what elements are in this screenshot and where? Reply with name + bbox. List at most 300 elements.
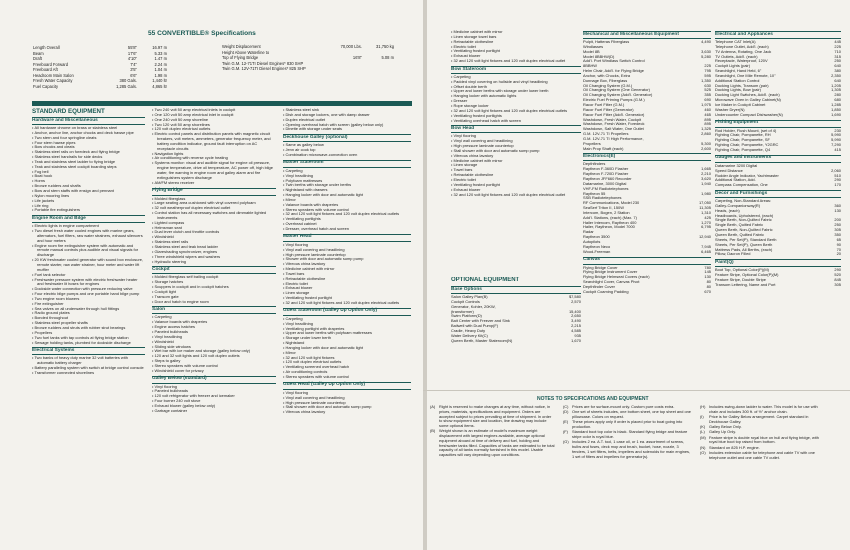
option-price: 3,620 — [701, 176, 711, 181]
option-price: 290 — [834, 177, 841, 183]
option-name: Telephone CAT Inlet(A) — [715, 40, 756, 45]
equipment-item: • Overhead cabinet — [283, 222, 411, 227]
note-text: These prices apply only if order is placed prior to boat going into production. — [572, 419, 683, 429]
equipment-item: • Stainless steel rails on foredeck and flying bridge — [32, 150, 145, 155]
option-name: Docking Light Switches, Add'l. (each) — [715, 93, 780, 98]
option-price: 2,600 — [701, 145, 711, 151]
equipment-item: • Shower with door and automatic sump pump — [283, 257, 411, 262]
option-name: Microwave Oven in Galley Cabinet(N) — [715, 98, 781, 103]
equipment-item: • Hanging locker with door and automatic light — [283, 346, 411, 351]
dimension-label: Headroom Main Salon — [33, 72, 74, 78]
option-name: Depthfinder Cover — [583, 284, 615, 289]
option-price: 11,305 — [699, 205, 711, 211]
option-name: Electric Fuel Priming Pumps (G.M.) — [583, 98, 645, 103]
equipment-item: • Transom gate — [152, 295, 276, 300]
equipment-item: • Stainless steel propeller shafts — [32, 321, 145, 326]
equipment-item: • Hydraulic steering — [152, 260, 276, 265]
spec-imperial — [322, 66, 362, 72]
equipment-item: • Bronze rudders and shafts — [32, 184, 145, 189]
equipment-item: • Vinyl wall covering and headlining — [283, 396, 411, 401]
spec-metric: 31,750 kg — [376, 44, 394, 49]
option-name: Raytheon 55 — [583, 191, 606, 196]
option-price: 305 — [834, 227, 841, 233]
equipment-item: • Electric lights in engine compartment — [32, 224, 145, 229]
option-price: 935 — [574, 332, 581, 338]
option-price: 360 — [834, 202, 841, 208]
option-price: 5,280 — [701, 53, 711, 59]
equipment-item: • 120 and 32 volt lights and 120 volt duplex outlets — [152, 354, 276, 359]
equipment-item: • Carpeting — [283, 317, 411, 322]
note-text: Price is for Galley Below arrangement. Carpet standard in Deckhouse Galley. — [709, 414, 809, 424]
option-price: 305 — [834, 281, 841, 287]
option-name: Compass Compensation, One — [715, 183, 768, 188]
standard-equipment-title: STANDARD EQUIPMENT — [32, 108, 105, 115]
section-heading: Salon — [152, 306, 276, 314]
option-price: 595 — [704, 72, 711, 78]
option-price: 170 — [834, 182, 841, 188]
option-price: 1,940 — [701, 180, 711, 186]
option-price: 1,670 — [571, 337, 581, 343]
dimension-label: Beam — [33, 50, 44, 56]
equipment-item: • 120 volt duplex electrical outlets — [152, 127, 276, 132]
electrical-column — [715, 29, 841, 387]
equipment-item: • 32 volt weatherproof duplex electrical outlet — [152, 206, 276, 211]
option-price: 17,050 — [698, 200, 711, 206]
equipment-item: • Anchor, anchor line, anchor chocks and deck hawse pipe — [32, 131, 145, 136]
option-price: 7,945 — [701, 243, 711, 249]
equipment-item: • Four stern hawse pipes — [32, 141, 145, 146]
equipment-item: • Mirror — [283, 351, 411, 356]
option-price: 2,350 — [831, 72, 841, 78]
page-title: 55 CONVERTIBLE® Specifications — [148, 30, 256, 37]
option-price: 225 — [834, 43, 841, 49]
spec-row — [222, 66, 394, 72]
equipment-item: • Ventilating screened overhead hatch — [283, 365, 411, 370]
equipment-item: • Medicine cabinet with mirror — [451, 30, 581, 35]
dimension-row — [33, 84, 167, 90]
note-item — [700, 451, 828, 461]
option-name: Model 8BBHW(D) — [583, 54, 615, 59]
option-price: 465 — [704, 111, 711, 117]
equipment-item: • Towel bars — [283, 272, 411, 277]
note-text: Galley Below Only. — [709, 424, 742, 429]
section-heading: Guest Head (Galley Up Option Only) — [283, 382, 411, 390]
option-price: 280 — [834, 92, 841, 98]
option-name: Additional Station, Add. — [715, 178, 756, 183]
equipment-item: • Bonded throughout — [32, 316, 145, 321]
option-price: 680 — [834, 97, 841, 103]
equipment-item: • Nightstand with drawers — [283, 188, 411, 193]
bow-column — [451, 30, 581, 260]
option-name: Boot Top, Optional Color(P)(M) — [715, 268, 769, 273]
equipment-item: • Linen storage towel bars — [451, 35, 581, 40]
option-price: 795 — [704, 68, 711, 74]
option-name: Speed Distance — [715, 168, 743, 173]
section-heading: Flying Bridge — [152, 188, 276, 196]
dimension-label: Fresh Water Capacity — [33, 78, 73, 83]
option-name: Single Berth, Quilted Fabric — [715, 223, 764, 228]
note-key: (G) — [563, 439, 569, 445]
option-name: Sheets, Per Set(P), Standard Berth — [715, 237, 777, 242]
equipment-item: • Four burner 240 volt stove — [152, 399, 276, 404]
equipment-item: • Electric toilet — [451, 178, 581, 183]
option-row — [715, 283, 841, 288]
equipment-item: • Towel bars — [451, 168, 581, 173]
equipment-item: • Fuel tank selector — [32, 273, 145, 278]
equipment-item: • Four electric bilge pumps and one portable hand bilge pump — [32, 292, 145, 297]
option-price: 1,325 — [701, 126, 711, 132]
option-name: Carpeting, Non-Standard Areas: — [715, 199, 772, 204]
note-item — [430, 429, 555, 458]
weight-engine-table — [222, 44, 394, 72]
note-key: (O) — [700, 449, 706, 455]
option-name: Datamarine 3200 Digital — [715, 163, 758, 168]
equipment-item: • Vinyl headlining — [152, 335, 276, 340]
equipment-item: • Carpeting — [451, 75, 581, 80]
equipment-item: • Bronze rudders and struts with rubber strut bearings — [32, 326, 145, 331]
option-price: 895 — [704, 121, 711, 127]
note-key: (M) — [700, 434, 706, 440]
equipment-item: • 32 and 120 volt light fixtures and 120 volt duplex electrical outlet — [451, 193, 581, 198]
equipment-item: • 32 and 120 volt light fixtures and 120 volt duplex electrical outlets — [283, 301, 411, 306]
option-price: 80 — [706, 283, 711, 289]
option-price: 1,270 — [701, 219, 711, 225]
equipment-item: • Stereo speakers with volume control — [283, 208, 411, 213]
option-price: 640 — [834, 63, 841, 69]
equipment-item: • Dresser — [451, 99, 581, 104]
equipment-item: • Battery paralleling system with switch at bridge control console — [32, 366, 145, 371]
equipment-item: • Large seating area cushioned with vinyl covered polyfoam — [152, 201, 276, 206]
section-heading: Galley Below (standard) — [152, 376, 276, 384]
equipment-item: • Ventilating portlight with draperies — [283, 327, 411, 332]
equipment-item: • Windshield cover for privacy — [152, 369, 276, 374]
option-name: Flying Bridge Helmseat Covers (each) — [583, 275, 650, 280]
option-price: 290 — [834, 267, 841, 273]
equipment-item: • Ventilating frosted portlight — [451, 49, 581, 54]
option-price: 415 — [834, 146, 841, 152]
section-heading: Deckhouse Galley (optional) — [283, 134, 411, 142]
equipment-item: • Garbage container — [152, 409, 276, 414]
option-name: Washdown, Salt Water, One Outlet — [583, 127, 644, 132]
equipment-item: • Storage under lower berth — [283, 336, 411, 341]
note-key: (N) — [700, 444, 706, 450]
section-heading: Hardware and Miscellaneous — [32, 117, 145, 125]
option-price: 1,285 — [831, 102, 841, 107]
option-name: Datamarine, 3000 Digital — [583, 181, 627, 186]
equipment-item: • Teak and stainless steel cockpit boarding steps — [32, 165, 145, 170]
equipment-item: • Carpeting — [152, 315, 276, 320]
equipment-item: • Two fuel tanks with tap controls at flying bridge station — [32, 336, 145, 341]
section-heading: Base Options — [451, 286, 581, 294]
option-name: Searchlight, Hand Held, 6" — [715, 69, 762, 74]
equipment-item: • Horns — [32, 179, 145, 184]
note-text: Weight shown is an estimate of model's maximum weight displacement with largest engines available, average optional equipment aboard at time of delivery and fuel, holding and freshwater tanks filled. Capacities of tanks are estimated to be total capacity of all tanks normally furnished in this model. Usable capacities will vary depending upon conditions. — [439, 428, 555, 457]
spec-label: Twin G.M. 12V-71TI Diesel Engines* 825 SHP — [222, 66, 306, 71]
equipment-item: • Paneled bulkheads — [152, 389, 276, 394]
equipment-item: • Vitreous china lavatory — [283, 410, 411, 415]
option-name: Salon Galley Plan(B) — [451, 295, 488, 300]
dimension-metric: 1.47 m — [154, 56, 167, 61]
equipment-item: • Cockpit light — [152, 290, 276, 295]
note-key: (D) — [563, 409, 569, 415]
equipment-item: • Door and hatch to engine room — [152, 300, 276, 305]
equipment-item: • Dockside water connection with pressure reducing valve — [32, 287, 145, 292]
option-price: 2,570 — [571, 298, 581, 304]
option-price: 895 — [704, 116, 711, 122]
dimension-imperial: 380 Gals. — [119, 78, 137, 83]
equipment-item: • High pressure laminate countertop — [283, 401, 411, 406]
equipment-item: • High pressure laminate countertop — [451, 144, 581, 149]
option-name: Receptacle, Waterproof, 120V — [715, 59, 768, 64]
option-price: 4,490 — [701, 39, 711, 45]
option-name: 8BBHW — [583, 64, 598, 69]
option-name: Sheets, Per Set(P), Queen Berth — [715, 242, 773, 247]
section-heading: Bow Stateroom — [451, 66, 581, 74]
dimension-imperial: 7'4" — [130, 61, 137, 67]
equipment-item: • Duplex electrical outlet — [283, 118, 411, 123]
spec-label: Twin G.M. 12-71TI Diesel Engines* 830 SHP — [222, 60, 304, 66]
equipment-item: • Storage hatches — [152, 280, 276, 285]
equipment-item: • Medicine cabinet with mirror — [451, 159, 581, 164]
option-name: Washer Dryer(N) — [715, 107, 745, 112]
option-name: Windlasses — [583, 44, 604, 49]
option-price: 5,990 — [831, 132, 841, 138]
equipment-item: • Two diesel fresh water cooled engines with marine gears, alternators, fuel filters, raw water strainers, exhaust silencers and hour meters — [32, 229, 145, 244]
option-name: Fighting Chair, Pompanette, RH — [715, 133, 771, 138]
equipment-item: • Three windshield wipers and washers — [152, 255, 276, 260]
dimensions-table — [33, 45, 167, 89]
note-key: (I) — [700, 414, 704, 419]
option-name: Single Berth, Non-Quilted Fabric — [715, 218, 772, 223]
equipment-item: • Offset double berth — [451, 85, 581, 90]
option-price: 20 — [836, 251, 841, 257]
dimension-metric: 5.33 m — [154, 50, 167, 56]
note-text: One set of sheets includes, one bottom sheet, one top sheet and one pillowcase. Colors on request. — [572, 409, 691, 419]
equipment-item: • Upper and lower berths with polyfoam mattresses — [283, 331, 411, 336]
equipment-item: • Bow chocks and cleats — [32, 145, 145, 150]
equipment-item: • Air conditioning controls — [283, 370, 411, 375]
spec-label: Top of Flying Bridge — [222, 55, 259, 60]
equipment-item: • Boat hook — [32, 174, 145, 179]
equipment-item: • Systems monitor: visual and audible signal for engine oil pressure, engine temperature, drive oil temperature, AC power off, high bilge water, fire warning in engine room and galley alarm and fire extinguishers system discharge — [152, 161, 276, 180]
option-name: Racor Fuel Filter (Add'l. Generator) — [583, 112, 645, 117]
equipment-item: • Fire extinguisher — [32, 302, 145, 307]
dimension-label: Length Overall — [33, 45, 60, 50]
option-name: Bailwell with Dual Pump(F) — [451, 324, 499, 329]
section-heading: Bow Head — [451, 125, 581, 133]
option-price: 1,690 — [831, 111, 841, 117]
equipment-item: • Valance boards with draperies — [152, 320, 276, 325]
equipment-item: • Jenn air cook top — [283, 148, 411, 153]
option-name: Cradle, Heavy Duty — [451, 328, 486, 333]
equipment-item: • Stereo speakers with volume control — [283, 375, 411, 380]
equipment-item: • Vinyl wall covering and headlining — [283, 248, 411, 253]
option-name: Helm Chair, Add'l. for Flying Bridge — [583, 69, 644, 74]
option-name: VHF-FM Radiotelephones — [583, 186, 629, 191]
option-name: Raytheon F-720D Flasher — [583, 172, 629, 177]
equipment-item: • Padded vinyl covering on hullside and vinyl headlining — [451, 80, 581, 85]
equipment-item: • One 240 volt 50 amp shoreline — [152, 118, 276, 123]
section-heading: Cockpit — [152, 266, 276, 274]
dimension-imperial: 6'6" — [130, 72, 137, 78]
notes-column-2 — [563, 405, 693, 545]
option-name: Oil Changing System (One Generator) — [583, 88, 650, 93]
option-price: 6,465 — [701, 248, 711, 254]
equipment-item: • Teak and stainless steel ladder to flying bridge — [32, 160, 145, 165]
option-price: 5,300 — [701, 140, 711, 146]
option-name: Queen Berth, Quilted Fabric — [715, 232, 765, 237]
option-price: 1,310 — [701, 209, 711, 215]
equipment-item: • Exhaust blower — [283, 286, 411, 291]
equipment-item: • Navigation lights — [152, 152, 276, 157]
equipment-item: • Retractable clothesline — [451, 173, 581, 178]
note-text: Includes swing-down ladder to water. This model is for use with chain and includes 300 ft. of ½" anchor chain. — [709, 405, 818, 414]
option-price: 445 — [834, 39, 841, 45]
option-price: 130 — [834, 207, 841, 213]
option-price: 200 — [834, 217, 841, 223]
spec-metric: 5.08 m — [381, 55, 394, 60]
option-price: 80 — [706, 279, 711, 285]
equipment-item: • Stainless steel and teak bead ladder — [152, 245, 276, 250]
option-row — [583, 290, 711, 295]
standard-column-2 — [152, 108, 276, 548]
section-band — [32, 101, 412, 106]
option-name: Searchlight Cover, Canvas Pivot — [583, 280, 640, 285]
equipment-item: • Air conditioning with reverse cycle heating — [152, 156, 276, 161]
option-price: 4,585 — [571, 327, 581, 333]
option-name: Water Delivery Kit(C) — [451, 333, 488, 338]
equipment-item: • Two engine room blowers — [32, 297, 145, 302]
section-heading: Decor and Furnishings — [715, 190, 841, 198]
dimension-metric: 1,440 ltr — [152, 78, 167, 83]
section-heading: Guest Stateroom (Galley Up Option Only) — [283, 308, 411, 316]
note-key: (F) — [563, 429, 568, 435]
option-row — [715, 148, 841, 153]
equipment-item: • One 120 volt 50 amp electrical inlet in cockpit — [152, 113, 276, 118]
equipment-item: • Stereo speakers with volume control — [152, 364, 276, 369]
option-name: Feature Stripe, Optional Color(P)(M) — [715, 273, 779, 278]
equipment-item: • Linen storage — [283, 291, 411, 296]
equipment-item: • Exhaust blower — [451, 54, 581, 59]
option-price: 1,980 — [701, 190, 711, 196]
spec-imperial: 16'8" — [352, 55, 362, 60]
equipment-item: • Combination microwave-convection oven — [283, 153, 411, 158]
standard-column-3 — [283, 108, 411, 548]
option-name: Cockpit Controls — [451, 299, 480, 304]
option-price: 12,940 — [698, 234, 711, 240]
equipment-item: • Electric toilet — [283, 282, 411, 287]
option-name: Autopilots — [583, 239, 601, 244]
option-name: Oil Changing System (Add'l. Generator) — [583, 93, 653, 98]
option-price: 5,990 — [831, 137, 841, 143]
equipment-item: • Molded fiberglass self bailing cockpit — [152, 275, 276, 280]
equipment-item: • Mirror — [283, 198, 411, 203]
option-name: RF Communications, Model 230 — [583, 201, 640, 206]
option-price: 70 — [836, 246, 841, 252]
option-price: 690 — [704, 97, 711, 103]
option-price: 780 — [704, 264, 711, 270]
dimension-imperial: 1,285 Gals. — [116, 83, 137, 89]
section-heading: Mechanical and Miscellaneous Equipment — [583, 31, 711, 39]
option-price: 3,630 — [701, 48, 711, 54]
option-price: 630 — [704, 82, 711, 88]
option-name: Galley-Companionway(R) — [715, 203, 761, 208]
option-price: 1,350 — [701, 77, 711, 83]
option-name: Ice Maker in Cockpit Cabinet — [715, 103, 766, 107]
option-row — [583, 147, 711, 152]
optional-equipment-title: OPTIONAL EQUIPMENT — [451, 277, 520, 283]
option-price: 2,210 — [701, 171, 711, 177]
option-name: Washdown, Fresh Water, Cockpit — [583, 117, 642, 122]
equipment-item: • 20 KW freshwater cooled generator with sound box enclosure, remote starter, raw water strainer, hour meter and water lift muffler — [32, 258, 145, 273]
equipment-item: • Stainless steel sink — [283, 108, 411, 113]
dimension-metric: 2.24 m — [154, 61, 167, 67]
option-name: Cockpit Coaming Padding — [583, 289, 629, 294]
option-name: Hailer Intercom, Raytheon 400 — [583, 220, 637, 225]
left-page — [0, 0, 423, 550]
option-name: Pillow, Dacron Filled — [715, 252, 751, 257]
option-name: Washdown, Fresh Water, Foredeck — [583, 122, 645, 127]
notes-column-3 — [700, 405, 828, 545]
option-name: Main Prop Shaft (each) — [583, 146, 624, 151]
option-price: 525 — [704, 87, 711, 93]
option-name: Cockpit Lights (pair) — [715, 64, 751, 69]
section-heading: Electronics(E) — [583, 153, 711, 161]
option-name: Model 8B — [583, 49, 600, 54]
section-heading: Master Stateroom — [283, 160, 411, 168]
dimension-metric: 1.98 m — [154, 72, 167, 78]
equipment-item: • Lighted compass — [152, 221, 276, 226]
option-name: Add'l. Port Windlass Switch Control — [583, 59, 645, 64]
option-price: 380 — [834, 68, 841, 74]
note-item — [563, 440, 693, 459]
option-name: Anchor, with Chocks, Extra — [583, 73, 631, 78]
equipment-item: • Control station has all necessary switches and dimmable lighted instruments — [152, 211, 276, 221]
equipment-item: • Scuppers in cockpit and in cockpit hatches — [152, 285, 276, 290]
option-price: 130 — [704, 274, 711, 280]
equipment-item: • Dresser, overhead hatch and screen — [283, 227, 411, 232]
equipment-item: • Vinyl flooring — [283, 391, 411, 396]
option-price: 350 — [834, 231, 841, 237]
equipment-item: • Electric toilet — [451, 45, 581, 50]
option-name: Heads, (each) — [715, 208, 740, 213]
option-name: Transom Lettering, Name and Port — [715, 282, 776, 287]
spec-label: Weight Displacement — [222, 44, 261, 49]
option-price: 670 — [704, 288, 711, 294]
option-name: Add'l. Stations, (each) (Max. 7) — [583, 215, 637, 220]
note-text: Prices are for surface-mount only. Custom pure costs extra. — [572, 405, 675, 409]
equipment-item: • Ventilating frosted portlight — [283, 296, 411, 301]
option-name: Raytheon JFF660 Recorder — [583, 177, 632, 181]
note-text: Feature stripe is double royal blue on hull and flying bridge, with royal blue boot top raised from bottom. — [709, 434, 819, 445]
equipment-item: • Windshield — [152, 340, 276, 345]
option-name: Hailer, Raytheon, Model 7000 — [583, 225, 635, 230]
option-name: Queen Berth, Master Stateroom(N) — [451, 338, 513, 343]
equipment-item: • Stall shower with door and automatic sump pump — [451, 149, 581, 154]
equipment-item: • Propellers — [32, 331, 145, 336]
option-price: 2,860 — [701, 131, 711, 137]
equipment-item: • Stainless steel rails — [152, 240, 276, 245]
equipment-item: • Ventilating frosted portlights — [451, 114, 581, 119]
option-name: Fighting Chair, Pompanette, Q4 — [715, 147, 771, 152]
dimension-imperial: 17'6" — [127, 50, 137, 56]
dimension-label: Draft — [33, 56, 42, 61]
note-text: Includes extension cable for telephone and cable TV with one telephone outlet and one cable TV outlet. — [709, 449, 815, 460]
equipment-item: • Molded fiberglass — [152, 197, 276, 202]
dimension-imperial: 4'10" — [127, 56, 137, 61]
note-text: Right is reserved to make changes at any time, without notice, in prices, materials, specifications and equipment. Orders are accepted subject to prices prevailing at time of shipment. In order to show equipment size and location, line drawing may include some optional items. — [439, 405, 552, 428]
equipment-item: • Engine access hatches — [152, 325, 276, 330]
